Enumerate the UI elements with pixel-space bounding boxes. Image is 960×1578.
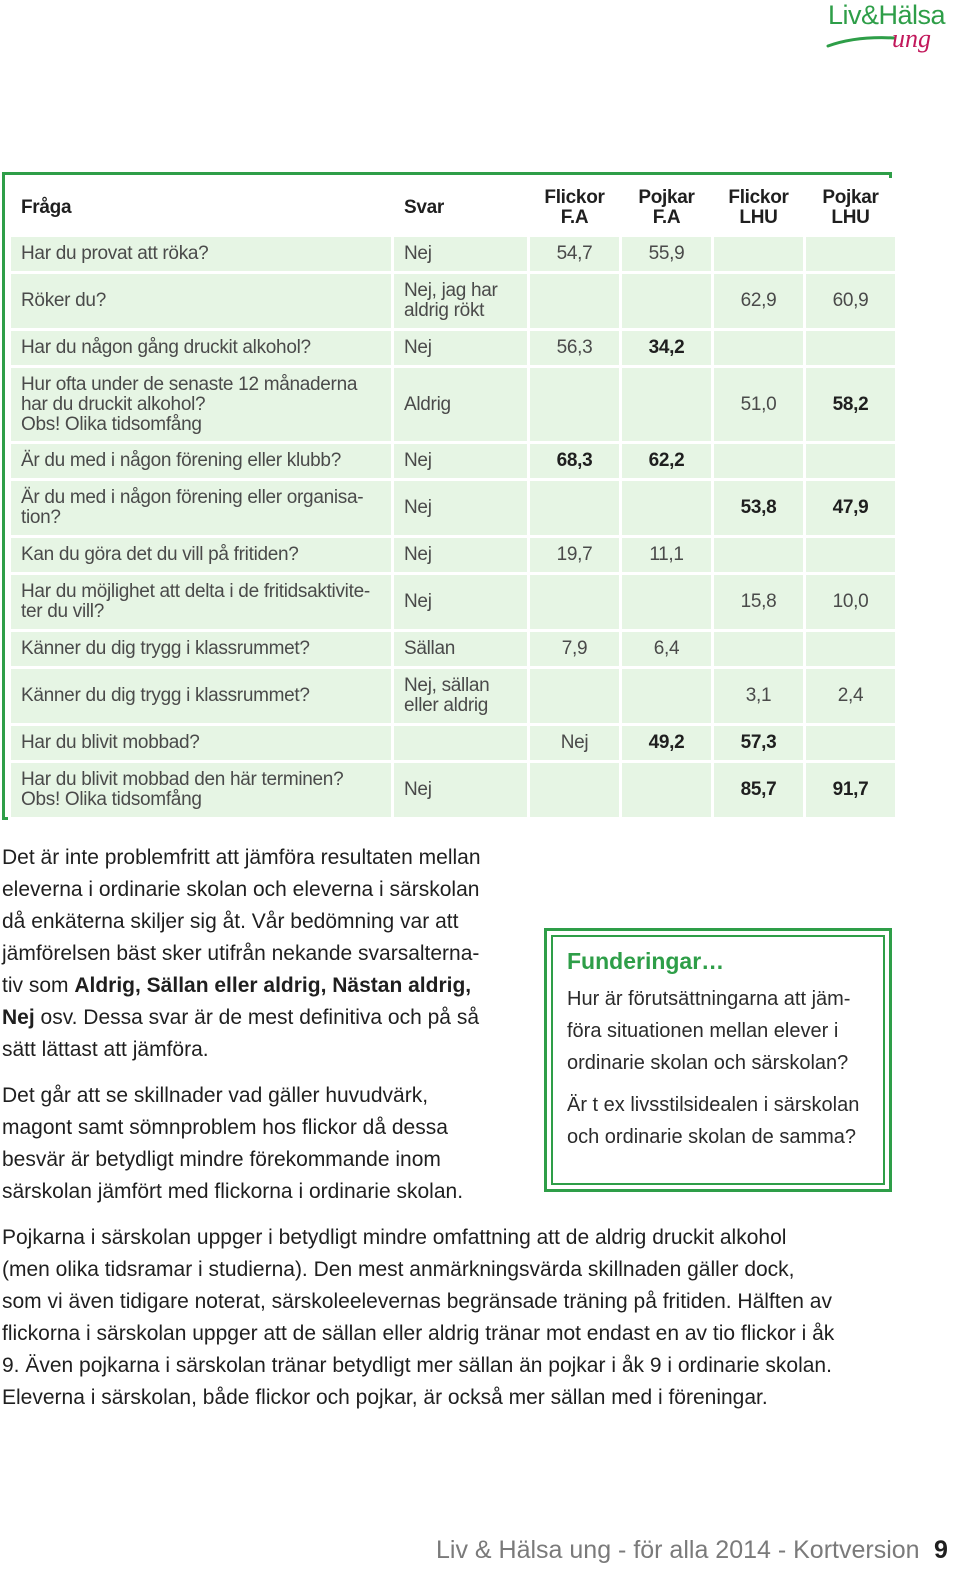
table-row — [10, 725, 897, 762]
boys-lhu-cell: 60,9 — [805, 273, 897, 330]
logo-swoosh-icon — [826, 28, 896, 50]
boys-fa-cell: 62,2 — [621, 443, 713, 480]
girls-fa-cell — [529, 762, 621, 819]
boys-fa-cell — [621, 273, 713, 330]
table-row — [10, 631, 897, 668]
table-row — [10, 537, 897, 574]
boys-fa-cell: 34,2 — [621, 330, 713, 367]
boys-fa-cell: 11,1 — [621, 537, 713, 574]
conclusion-paragraph: Pojkarna i särskolan uppger i betydligt mindre omfattning att de aldrig druckit alkohol (men olika tidsramar i studierna). Den mest anmärkningsvärda skillnaden gäller dock, som vi även tidigare noterat, särskoleelevernas begränsade träning på fritiden. Hälften av flickorna i särskolan uppger att de sällan eller aldrig tränar mot endast en av tio flickor i åk 9. Även pojkarna i särskolan tränar betydligt mer sällan än pojkar i åk 9 i ordinarie skolan. Eleverna i särskolan, både flickor och pojkar, är också mer sällan med i föreningar. — [2, 1226, 835, 1409]
question-cell: Röker du? — [10, 273, 393, 330]
girls-fa-cell: 7,9 — [529, 631, 621, 668]
girls-lhu-cell — [713, 537, 805, 574]
question-cell: Är du med i någon förening eller klubb? — [10, 443, 393, 480]
header-girls-fa: Flickor F.A — [529, 180, 621, 236]
reflection-box — [544, 928, 892, 1192]
girls-lhu-cell: 3,1 — [713, 668, 805, 725]
boys-fa-cell — [621, 367, 713, 443]
logo-main-text: Liv&Hälsa — [828, 0, 946, 30]
girls-fa-cell: 54,7 — [529, 236, 621, 273]
girls-fa-cell: Nej — [529, 725, 621, 762]
girls-lhu-cell: 51,0 — [713, 367, 805, 443]
question-cell: Är du med i någon förening eller organisa- tion? — [10, 480, 393, 537]
boys-lhu-cell — [805, 725, 897, 762]
survey-table — [8, 178, 898, 820]
table-row — [10, 480, 897, 537]
boys-lhu-cell — [805, 236, 897, 273]
nej-emphasis: Nej — [2, 1006, 35, 1029]
boys-fa-cell: 6,4 — [621, 631, 713, 668]
answer-cell: Nej — [393, 537, 529, 574]
girls-lhu-cell: 57,3 — [713, 725, 805, 762]
girls-fa-cell — [529, 480, 621, 537]
header-answer: Svar — [393, 180, 529, 236]
girls-fa-cell — [529, 574, 621, 631]
reflection-box-inner — [551, 935, 885, 1185]
question-cell: Har du blivit mobbad? — [10, 725, 393, 762]
girls-fa-cell — [529, 367, 621, 443]
header-girls-lhu: Flickor LHU — [713, 180, 805, 236]
girls-fa-cell: 68,3 — [529, 443, 621, 480]
boys-fa-cell — [621, 574, 713, 631]
table-row — [10, 236, 897, 273]
boys-fa-cell: 49,2 — [621, 725, 713, 762]
reflection-question-1: Hur är förutsättningarna att jäm- föra situationen mellan elever i ordinarie skolan och särskolan? — [567, 988, 851, 1074]
table-row — [10, 668, 897, 725]
girls-lhu-cell — [713, 443, 805, 480]
page-number: 9 — [934, 1536, 948, 1564]
boys-lhu-cell: 47,9 — [805, 480, 897, 537]
header-boys-fa: Pojkar F.A — [621, 180, 713, 236]
survey-table-frame — [2, 172, 892, 820]
girls-lhu-cell — [713, 330, 805, 367]
symptoms-paragraph: Det går att se skillnader vad gäller huvudvärk, magont samt sömnproblem hos flickor då dessa besvär är betydligt mindre förekommande inom särskolan jämfört med flickorna i ordinarie skolan. — [2, 1084, 464, 1203]
answer-options-emphasis: Aldrig, Sällan eller aldrig, Nästan aldrig, — [74, 974, 472, 997]
question-cell: Har du provat att röka? — [10, 236, 393, 273]
boys-lhu-cell — [805, 330, 897, 367]
answer-cell: Nej — [393, 236, 529, 273]
table-row — [10, 273, 897, 330]
logo-sub-text: ung — [892, 24, 931, 53]
question-cell: Har du blivit mobbad den här terminen? Obs! Olika tidsomfång — [10, 762, 393, 819]
table-row — [10, 367, 897, 443]
table-row — [10, 762, 897, 819]
intro-paragraph: Det är inte problemfritt att jämföra resultaten mellan eleverna i ordinarie skolan och eleverna i särskolan då enkäterna skiljer sig åt. Vår bedömning var att jämförelsen bäst sker utifrån nekande svarsalterna- tiv som Aldrig, Sällan eller aldrig, Nästan aldrig, Nej osv. Dessa svar är de mest definitiva och på så sätt lättast att jämföra. — [2, 846, 481, 1061]
boys-fa-cell — [621, 762, 713, 819]
table-row — [10, 574, 897, 631]
table-header-row — [10, 180, 897, 236]
question-cell: Kan du göra det du vill på fritiden? — [10, 537, 393, 574]
answer-cell — [393, 725, 529, 762]
boys-fa-cell — [621, 480, 713, 537]
answer-cell: Nej, jag har aldrig rökt — [393, 273, 529, 330]
liv-halsa-ung-logo — [822, 0, 954, 62]
footer-title: Liv & Hälsa ung - för alla 2014 - Kortversion — [436, 1536, 920, 1564]
question-cell: Har du möjlighet att delta i de fritidsaktivite- ter du vill? — [10, 574, 393, 631]
answer-cell: Nej — [393, 443, 529, 480]
question-cell: Känner du dig trygg i klassrummet? — [10, 668, 393, 725]
boys-lhu-cell — [805, 537, 897, 574]
girls-fa-cell: 56,3 — [529, 330, 621, 367]
answer-cell: Nej, sällan eller aldrig — [393, 668, 529, 725]
girls-fa-cell — [529, 668, 621, 725]
answer-cell: Nej — [393, 574, 529, 631]
boys-fa-cell — [621, 668, 713, 725]
girls-lhu-cell: 53,8 — [713, 480, 805, 537]
answer-cell: Sällan — [393, 631, 529, 668]
table-row — [10, 330, 897, 367]
girls-lhu-cell — [713, 631, 805, 668]
girls-lhu-cell — [713, 236, 805, 273]
boys-lhu-cell — [805, 443, 897, 480]
girls-lhu-cell: 62,9 — [713, 273, 805, 330]
girls-lhu-cell: 15,8 — [713, 574, 805, 631]
boys-fa-cell: 55,9 — [621, 236, 713, 273]
question-cell: Känner du dig trygg i klassrummet? — [10, 631, 393, 668]
header-boys-lhu: Pojkar LHU — [805, 180, 897, 236]
girls-fa-cell — [529, 273, 621, 330]
answer-cell: Nej — [393, 330, 529, 367]
boys-lhu-cell: 10,0 — [805, 574, 897, 631]
header-question: Fråga — [10, 180, 393, 236]
answer-cell: Nej — [393, 762, 529, 819]
answer-cell: Aldrig — [393, 367, 529, 443]
girls-fa-cell: 19,7 — [529, 537, 621, 574]
reflection-question-2: Är t ex livsstilsidealen i särskolan och ordinarie skolan de samma? — [567, 1094, 860, 1148]
question-cell: Har du någon gång druckit alkohol? — [10, 330, 393, 367]
boys-lhu-cell: 58,2 — [805, 367, 897, 443]
boys-lhu-cell: 91,7 — [805, 762, 897, 819]
reflection-title: Funderingar… — [567, 948, 725, 974]
answer-cell: Nej — [393, 480, 529, 537]
boys-lhu-cell — [805, 631, 897, 668]
table-row — [10, 443, 897, 480]
boys-lhu-cell: 2,4 — [805, 668, 897, 725]
question-cell: Hur ofta under de senaste 12 månaderna har du druckit alkohol? Obs! Olika tidsomfång — [10, 367, 393, 443]
girls-lhu-cell: 85,7 — [713, 762, 805, 819]
